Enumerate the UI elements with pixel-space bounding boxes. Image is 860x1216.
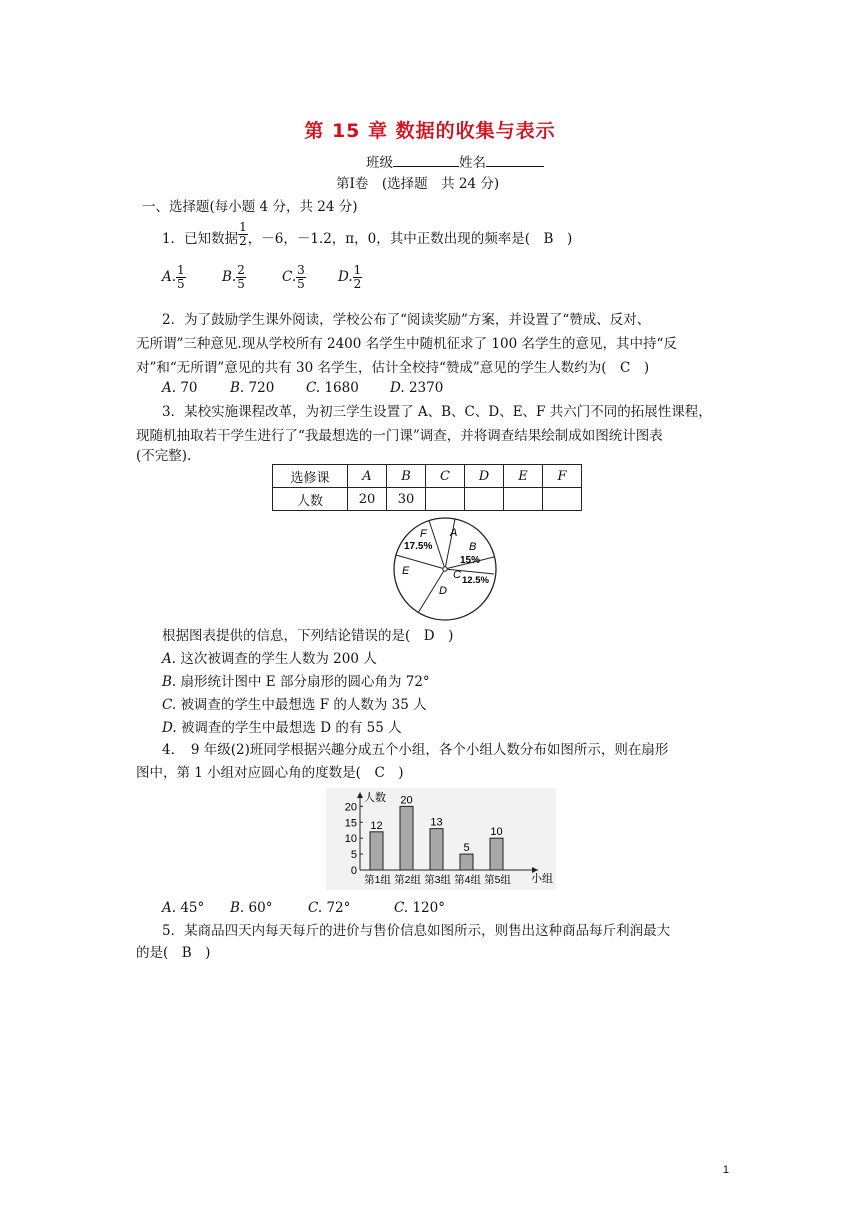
table-cell: E bbox=[504, 465, 543, 488]
q1-rest: ，－6，－1.2，π，0，其中正数出现的频率是( B ) bbox=[247, 231, 573, 247]
pie-label-d: D bbox=[439, 585, 447, 597]
bar bbox=[490, 838, 503, 870]
q2-options bbox=[162, 378, 443, 398]
q5-line-2: 的是( B ) bbox=[136, 945, 211, 961]
q4-option-a[interactable]: A. 45° bbox=[162, 900, 205, 916]
name-label: 姓名 bbox=[459, 155, 486, 171]
q3-line-3: (不完整). bbox=[136, 448, 192, 464]
x-tick-label: 第4组 bbox=[454, 874, 481, 886]
q1-option-c[interactable]: C. $\frac{3}{5}$ bbox=[282, 263, 305, 291]
table-cell: A bbox=[348, 465, 387, 488]
x-tick-label: 第3组 bbox=[424, 874, 451, 886]
table-header-cell: 选修课 bbox=[273, 465, 348, 488]
bar bbox=[400, 806, 413, 870]
table-row bbox=[273, 465, 582, 488]
section-heading: 一、选择题(每小题 4 分，共 24 分) bbox=[142, 199, 358, 215]
bar-value-label: 5 bbox=[463, 842, 470, 855]
table-cell: C bbox=[426, 465, 465, 488]
pie-center bbox=[443, 567, 447, 571]
q1-frac-den: 2 bbox=[239, 234, 247, 248]
table-cell: B bbox=[387, 465, 426, 488]
class-blank[interactable] bbox=[393, 152, 459, 167]
table-cell bbox=[426, 488, 465, 511]
q1-frac-num: 1 bbox=[239, 220, 247, 234]
q2-option-c[interactable]: C. 1680 bbox=[306, 380, 359, 396]
q4-options bbox=[162, 898, 445, 918]
table-header-cell: 人数 bbox=[273, 488, 348, 511]
table-cell: F bbox=[543, 465, 582, 488]
q1-fraction bbox=[238, 221, 248, 248]
chart-xlabel: 小组 bbox=[531, 873, 553, 885]
q3-option-d[interactable]: D. 被调查的学生中最想选 D 的有 55 人 bbox=[162, 720, 402, 736]
bar-value-label: 12 bbox=[370, 819, 383, 832]
x-tick-label: 第5组 bbox=[484, 874, 511, 886]
pie-pct-c: 12.5% bbox=[462, 575, 489, 586]
class-name-line bbox=[366, 152, 544, 173]
table-cell bbox=[543, 488, 582, 511]
pie-pct-b: 15% bbox=[460, 555, 481, 566]
q3-question: 根据图表提供的信息，下列结论错误的是( D ) bbox=[162, 628, 454, 644]
bar bbox=[370, 832, 383, 870]
x-tick-label: 第2组 bbox=[394, 874, 421, 886]
q3-option-c[interactable]: C. 被调查的学生中最想选 F 的人数为 35 人 bbox=[162, 697, 427, 713]
q5-line-1: 5．某商品四天内每天每斤的进价与售价信息如图所示，则售出这种商品每斤利润最大 bbox=[162, 923, 671, 939]
y-tick-label: 20 bbox=[344, 801, 357, 814]
table-cell: 30 bbox=[387, 488, 426, 511]
pie-label-a: A bbox=[450, 527, 458, 539]
volume-heading: 第Ⅰ卷 (选择题 共 24 分) bbox=[336, 176, 500, 192]
q1-options bbox=[162, 262, 362, 292]
q4-line-1: 4． 9 年级(2)班同学根据兴趣分成五个小组，各个小组人数分布如图所示，则在扇形 bbox=[162, 742, 669, 758]
pie-pct-f: 17.5% bbox=[404, 541, 433, 552]
pie-label-e: E bbox=[402, 565, 410, 577]
q4-option-d[interactable]: C. 120° bbox=[394, 900, 445, 916]
q2-line-3: 对”和“无所谓”意见的共有 30 名学生，估计全校持“赞成”意见的学生人数约为( C ) bbox=[136, 360, 650, 376]
bar-value-label: 20 bbox=[400, 794, 413, 807]
y-tick-label: 5 bbox=[350, 849, 357, 862]
table-cell: D bbox=[465, 465, 504, 488]
q1-stem bbox=[162, 220, 573, 252]
chapter-title: 第 15 章 数据的收集与表示 bbox=[304, 120, 556, 142]
q2-option-a[interactable]: A. 70 bbox=[162, 380, 198, 396]
class-label: 班级 bbox=[366, 155, 393, 171]
pie-label-c: C bbox=[453, 569, 461, 581]
q2-option-d[interactable]: D. 2370 bbox=[390, 380, 444, 396]
q1-option-a[interactable]: A. $\frac{1}{5}$ bbox=[162, 263, 185, 291]
chart-ylabel: 人数 bbox=[364, 792, 386, 804]
name-blank[interactable] bbox=[486, 152, 544, 167]
q3-option-b[interactable]: B. 扇形统计图中 E 部分扇形的圆心角为 72° bbox=[162, 674, 430, 690]
q4-option-b[interactable]: B. 60° bbox=[230, 900, 273, 916]
table-cell: 20 bbox=[348, 488, 387, 511]
bar-value-label: 13 bbox=[430, 816, 443, 829]
q2-option-b[interactable]: B. 720 bbox=[230, 380, 275, 396]
bar bbox=[430, 829, 443, 870]
course-table bbox=[272, 464, 582, 511]
pie-label-f: F bbox=[420, 528, 427, 540]
q1-prefix: 1．已知数据 bbox=[162, 231, 239, 247]
q3-line-2: 现随机抽取若干学生进行了“我最想选的一门课”调查，并将调查结果绘制成如图统计图表 bbox=[136, 428, 663, 444]
q2-line-1: 2．为了鼓励学生课外阅读，学校公布了“阅读奖励”方案，并设置了“赞成、反对、 bbox=[162, 312, 651, 328]
page-number: 1 bbox=[722, 1164, 729, 1176]
y-tick-label: 15 bbox=[344, 817, 357, 830]
table-row bbox=[273, 488, 582, 511]
q4-option-c[interactable]: C. 72° bbox=[308, 900, 351, 916]
pie-chart bbox=[390, 512, 502, 624]
table-cell bbox=[465, 488, 504, 511]
q1-option-d[interactable]: D. $\frac{1}{2}$ bbox=[338, 263, 362, 291]
bar bbox=[460, 854, 473, 870]
x-tick-label: 第1组 bbox=[364, 874, 391, 886]
q3-line-1: 3．某校实施课程改革，为初三学生设置了 A、B、C、D、E、F 共六门不同的拓展性课程， bbox=[162, 404, 712, 420]
bar-value-label: 10 bbox=[490, 826, 503, 839]
q4-line-2: 图中，第 1 小组对应圆心角的度数是( C ) bbox=[136, 765, 404, 781]
q2-line-2: 无所谓”三种意见.现从学校所有 2400 名学生中随机征求了 100 名学生的意见，其中持“反 bbox=[136, 336, 677, 352]
y-tick-label: 0 bbox=[350, 865, 357, 877]
table-cell bbox=[504, 488, 543, 511]
q3-option-a[interactable]: A. 这次被调查的学生人数为 200 人 bbox=[162, 651, 377, 667]
bar-chart bbox=[326, 788, 556, 890]
pie-label-b: B bbox=[469, 541, 477, 553]
y-tick-label: 10 bbox=[344, 833, 357, 846]
q1-option-b[interactable]: B. $\frac{2}{5}$ bbox=[222, 263, 245, 291]
